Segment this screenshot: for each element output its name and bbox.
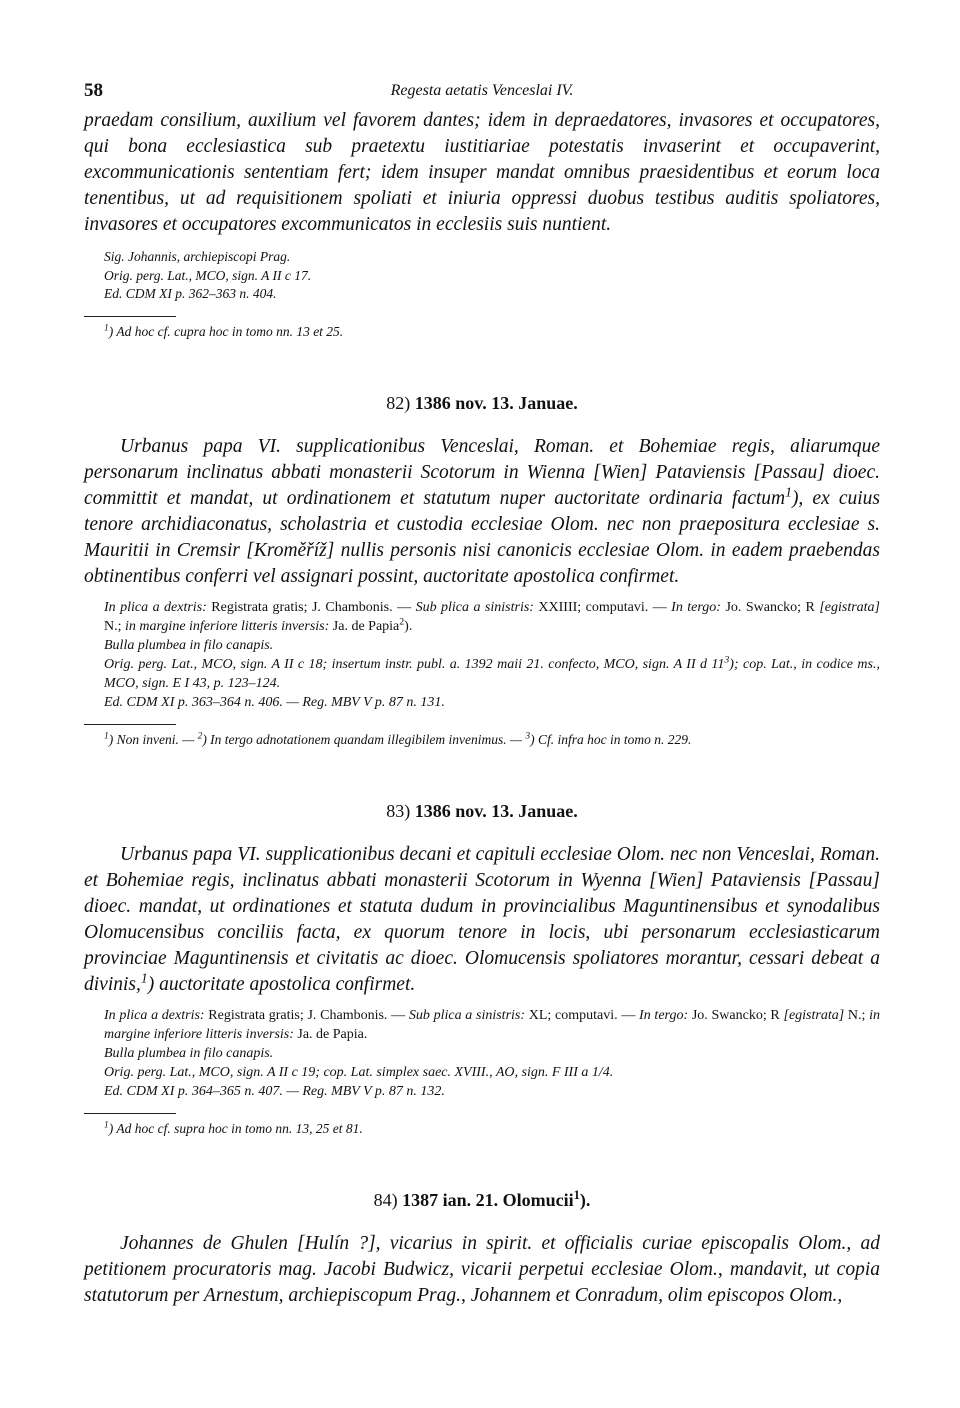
intro-note: Sig. Johannis, archiepiscopi Prag. <box>104 249 291 264</box>
entry-apparatus <box>84 1006 880 1101</box>
intro-paragraph: praedam consilium, auxilium vel favorem dantes; idem in depraedatores, invasores et occupatores, qui bona ecclesiastica sub praetextu iustitiariae potestatis invaserint et occupaverint, excommunicationis sententiam fert; idem insuper mandat omnibus praesidentibus et eorum loca tenentibus, ut ad requisitionem spoliati et iniuria oppressi duobus testibus auditis spoliatores, invasores et occupatores excommunicatos in ecclesiis suis nuntient. <box>84 110 880 235</box>
entry-number: 82) <box>386 392 411 413</box>
footnote-divider <box>84 316 176 317</box>
entry-date-end: ). <box>579 1189 591 1210</box>
plica-line <box>84 598 880 636</box>
entry-date: 1387 ian. 21. Olomucii <box>402 1189 574 1210</box>
entry-text <box>84 434 880 590</box>
entry-number: 84) <box>373 1189 398 1210</box>
entry-text-part: Urbanus papa VI. supplicationibus Venceslai, Roman. et Bohemiae regis, aliarumque personarum inclinatus abbati monasterii Scotorum in Wienna [Wien] Pataviensis [Passau] dioec. committit et mandat, ut ordinationem et statutum nuper auctoritate ordinaria factum <box>84 435 880 509</box>
ed-line: Ed. CDM XI p. 364–365 n. 407. — Reg. MBV V p. 87 n. 132. <box>104 1083 445 1099</box>
tergo-value: Jo. Swancko; R <box>720 599 820 615</box>
footnote-ref: 1 <box>785 484 792 499</box>
tergo-value: Jo. Swancko; R <box>688 1007 784 1023</box>
margine-value: Ja. de Papia. <box>293 1026 368 1042</box>
orig-text: Orig. perg. Lat., MCO, sign. A II c 18; insertum instr. publ. a. 1392 maii 21. confecto, MCO, sign. A II d 11 <box>104 656 725 672</box>
n-text: N.; <box>104 618 125 634</box>
footnote-mark: 2 <box>197 731 203 741</box>
orig-line: Orig. perg. Lat., MCO, sign. A II c 19; cop. Lat. simplex saec. XVIII., AO, sign. F III a 1/4. <box>104 1064 614 1080</box>
footnote <box>84 1120 880 1138</box>
page-number: 58 <box>84 80 103 101</box>
bulla-line: Bulla plumbea in filo canapis. <box>104 1045 274 1061</box>
page-header <box>84 80 880 108</box>
plica-sinistris-value: XXIIII; computavi. — <box>533 599 672 615</box>
footnote-ref: 1 <box>140 970 148 985</box>
bulla-line: Bulla plumbea in filo canapis. <box>104 637 274 653</box>
plica-sinistris-label: Sub plica a sinistris: <box>415 599 534 615</box>
egistrata-text: [egistrata] <box>783 1007 845 1023</box>
ed-line: Ed. CDM XI p. 363–364 n. 406. — Reg. MBV V p. 87 n. 131. <box>104 694 445 710</box>
footnote <box>84 323 880 341</box>
margine-label: in margine inferiore litteris inversis: <box>104 1007 881 1042</box>
plica-sinistris-label: Sub plica a sinistris: <box>408 1007 526 1023</box>
footnote-text: ) Cf. infra hoc in tomo n. 229. <box>530 731 692 747</box>
intro-notes <box>84 248 880 304</box>
footnote-divider <box>84 1113 176 1114</box>
entry-text-part: ) auctoritate apostolica confirmet. <box>147 973 416 995</box>
footnote-text: ) Non inveni. — <box>108 731 198 747</box>
footnote-text: ) Ad hoc cf. supra hoc in tomo nn. 13, 25 et 81. <box>108 1120 363 1136</box>
margine-end: ). <box>404 618 413 634</box>
footnote-mark: 3 <box>525 731 531 741</box>
tergo-label: In tergo: <box>671 599 721 615</box>
entry-text-part: ), ex cuius tenore archidiaconatus, scholastria et custodia ecclesiae Olom. nec non praepositura ecclesiae s. Mauritii in Cremsir [Kroměříž] nullis personis nisi canonicis ecclesiae Olom. in eadem praebendas obtinentibus conferri vel assignari possint, auctoritate apostolica confirmet. <box>84 487 880 587</box>
intro-note: Orig. perg. Lat., MCO, sign. A II c 17. <box>104 267 312 283</box>
footnote-divider <box>84 724 176 725</box>
footnote-text: ) In tergo adnotationem quandam illegibilem invenimus. — <box>202 731 526 747</box>
entry-date: 1386 nov. 13. Januae. <box>414 392 578 413</box>
n-text: N.; <box>844 1007 870 1023</box>
entry-text <box>84 842 880 998</box>
intro-note: Ed. CDM XI p. 362–363 n. 404. <box>104 286 277 301</box>
footnote-ref: 1 <box>573 1187 580 1202</box>
document-page <box>84 80 880 1309</box>
plica-dextris-value: Registrata gratis; J. Chambonis. — <box>204 1007 409 1023</box>
plica-sinistris-value: XL; computavi. — <box>525 1007 640 1023</box>
entry-date: 1386 nov. 13. Januae. <box>414 800 578 821</box>
entry-text: Johannes de Ghulen [Hulín ?], vicarius in spirit. et officialis curiae episcopalis Olom., ad petitionem procuratoris mag. Jacobi Budwicz, vicarii perpetui ecclesiae Olom., mandavit, ut copia statutorum per Arnestum, archiepiscopum Prag., Johannem et Conradum, olim episcopos Olom., <box>84 1232 880 1306</box>
entry-number: 83) <box>386 800 411 821</box>
footnote-ref: 3 <box>724 653 730 665</box>
orig-line <box>84 655 880 693</box>
entry-apparatus <box>84 598 880 712</box>
plica-dextris-value: Registrata gratis; J. Chambonis. — <box>206 599 416 615</box>
plica-dextris-label: In plica a dextris: <box>104 599 207 615</box>
tergo-label: In tergo: <box>639 1007 689 1023</box>
plica-line <box>84 1006 880 1044</box>
footnote-ref: 2 <box>399 615 405 627</box>
margine-label: in margine inferiore litteris inversis: <box>125 618 330 634</box>
footnote-mark: 1 <box>104 731 109 741</box>
plica-dextris-label: In plica a dextris: <box>104 1007 205 1023</box>
running-title: Regesta aetatis Venceslai IV. <box>390 82 574 99</box>
egistrata-text: [egistrata] <box>819 599 881 615</box>
footnote-mark: 1 <box>104 1120 109 1130</box>
footnote <box>84 731 880 749</box>
footnote-text: ) Ad hoc cf. cupra hoc in tomo nn. 13 et 25. <box>108 323 344 339</box>
entry-heading <box>84 393 880 414</box>
entry-heading <box>84 1187 880 1211</box>
entry-text-part: Urbanus papa VI. supplicationibus decani et capituli ecclesiae Olom. nec non Venceslai, Roman. et Bohemiae regis, inclinatus abbati monasterii Scotorum in Wyenna [Wien] Pataviensis [Passau] dioec. mandat, ut ordinationes et statuta dudum in provincialibus Maguntinensibus et synodalibus Olomucensibus conciliis facta, ex quorum tenore in locis, ubi personarum ecclesiasticarum provinciae Maguntinensis et civitatis ac dioec. Olomucensis spoliatores morantur, cessari debeat a divinis, <box>84 843 880 995</box>
footnote-mark: 1 <box>104 323 109 333</box>
margine-value: Ja. de Papia <box>329 618 400 634</box>
entry-heading <box>84 801 880 822</box>
orig-text: ); cop. Lat., in codice ms., MCO, sign. E I 43, p. 123–124. <box>104 656 880 691</box>
